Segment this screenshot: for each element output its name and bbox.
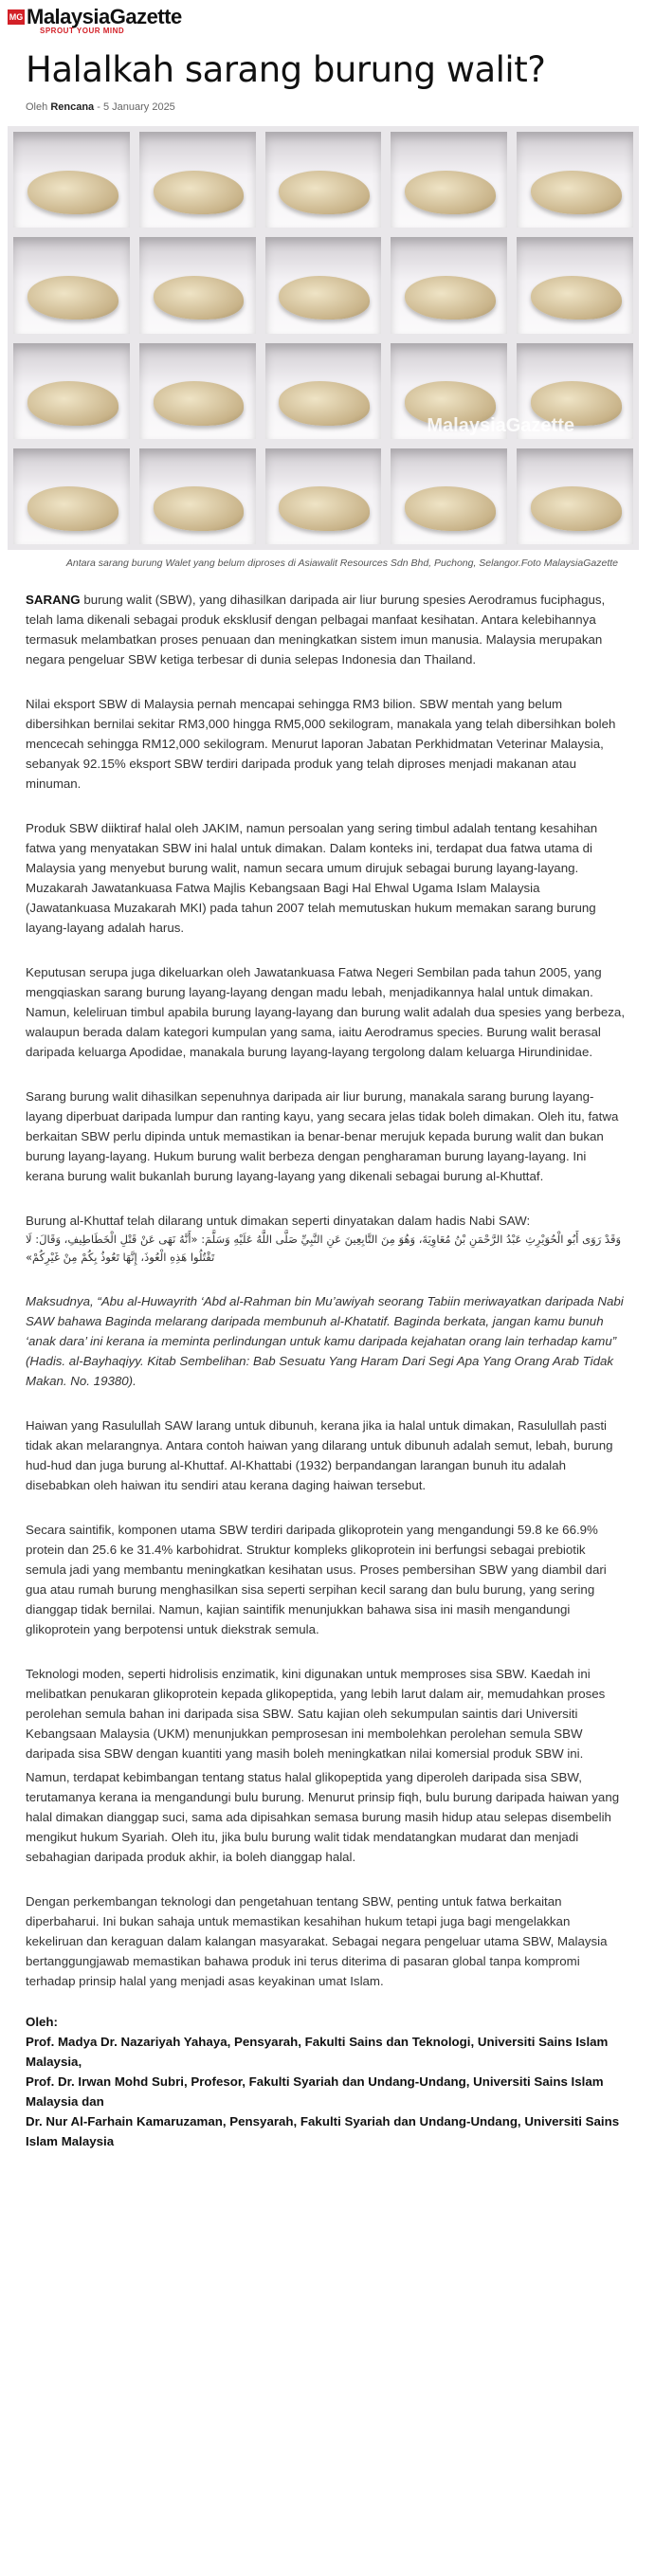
nest-shelf-illustration — [8, 126, 639, 550]
paragraph: SARANG burung walit (SBW), yang dihasilkan daripada air liur burung spesies Aerodramus fuciphagus, telah lama dikenali sebagai produk eksklusif dengan pelbagai manfaat kesihatan. Antara kelebihannya termasuk melambatkan proses penuaan dan meningkatkan sistem imun manusia. Malaysia merupakan negara pengeluar SBW ketiga terbesar di dunia selepas Indonesia dan Thailand. — [26, 593, 606, 667]
credits-heading: Oleh: — [26, 2015, 58, 2029]
article-body — [26, 590, 628, 2151]
logo-tagline: SPROUT YOUR MIND — [40, 27, 125, 35]
logo-text: MalaysiaGazette — [27, 5, 182, 28]
byline-prefix: Oleh — [26, 101, 48, 113]
author-link[interactable]: Rencana — [50, 101, 95, 113]
paragraph: Produk SBW diiktiraf halal oleh JAKIM, namun persoalan yang sering timbul adalah tentang kesahihan fatwa yang menyatakan SBW ini halal untuk dimakan. Dalam konteks ini, terdapat dua fatwa utama di Malaysia yang menyebut burung walit, namun secara umum dirujuk sebagai burung layang-layang. Muzakarah Jawatankuasa Fatwa Majlis Kebangsaan Bagi Hal Ehwal Ugama Islam Malaysia (Jawatankuasa Muzakarah MKI) pada tahun 2007 telah memutuskan hukum memakan sarang burung layang-layang adalah harus. — [26, 821, 598, 935]
site-logo[interactable] — [8, 7, 182, 35]
paragraph: Nilai eksport SBW di Malaysia pernah mencapai sehingga RM3 bilion. SBW mentah yang belum dibersihkan bernilai sekitar RM3,000 hingga RM5,000 sekilogram, manakala yang telah dibersihkan boleh mencecah sehingga RM12,000 sekilogram. Menurut laporan Jabatan Perkhidmatan Veterinar Malaysia, sebanyak 92.15% eksport SBW terdiri daripada produk yang telah diproses menjadi makanan atau minuman. — [26, 697, 616, 791]
paragraph: Dengan perkembangan teknologi dan pengetahuan tentang SBW, penting untuk fatwa berkaitan diperbaharui. Ini bukan sahaja untuk memastikan kesahihan hukum tetapi juga bagi mengelakkan kekeliruan dan keraguan dalam kalangan masyarakat. Sebagai negara pengeluar utama SBW, Malaysia bertanggungjawab memastikan bahawa produk ini terus diterima di pasaran global tanpa kompromi terhadap prinsip halal yang menjadi asas keyakinan umat Islam. — [26, 1894, 608, 1988]
byline — [26, 101, 655, 113]
author-credits — [26, 2012, 628, 2151]
article-title: Halalkah sarang burung walit? — [26, 49, 546, 90]
paragraph: Namun, terdapat kebimbangan tentang status halal glikopeptida yang diperoleh daripada sisa SBW, terutamanya kerana ia mengandungi bulu burung. Menurut prinsip fiqh, bulu burung daripada haiwan yang halal dimakan dianggap suci, sama ada dipisahkan semasa burung masih hidup atau selepas disembelih mengikut hukum Syariah. Oleh itu, jika bulu burung walit tidak mendatangkan mudarat dan menjadi sebahagian daripada produk akhir, ia boleh dianggap halal. — [26, 1770, 620, 1864]
quote-intro: Burung al-Khuttaf telah dilarang untuk dimakan seperti dinyatakan dalam hadis Nabi SAW: — [26, 1214, 531, 1228]
credit-line: Prof. Dr. Irwan Mohd Subri, Profesor, Fakulti Syariah dan Undang-Undang, Universiti Sains Islam Malaysia dan — [26, 2074, 604, 2109]
paragraph: Keputusan serupa juga dikeluarkan oleh Jawatankuasa Fatwa Negeri Sembilan pada tahun 2005, yang mengqiaskan sarang burung layang-layang dengan madu lebah, menjadikannya halal untuk dimakan. Namun, keleliruan timbul apabila burung layang-layang dan burung walit adalah dua spesies yang berbeza, walaupun berada dalam kategori kumpulan yang sama, iaitu Aerodramus species. Burung walit berasal daripada keluarga Apodidae, manakala burung layang-layang tergolong dalam keluarga Hirundinidae. — [26, 965, 626, 1059]
credit-line: Dr. Nur Al-Farhain Kamaruzaman, Pensyarah, Fakulti Syariah dan Undang-Undang, Universiti Sains Islam Malaysia — [26, 2114, 620, 2148]
byline-separator: - — [97, 101, 100, 113]
paragraph: Teknologi moden, seperti hidrolisis enzimatik, kini digunakan untuk memproses sisa SBW. Kaedah ini melibatkan penukaran glikoprotein kepada glikopeptida, yang lebih larut dalam air, memudahkan proses perolehan semula bahan ini daripada sisa SBW. Satu kajian oleh sekumpulan saintis dari Universiti Kebangsaan Malaysia (UKM) menunjukkan pemprosesan ini membolehkan perolehan semula SBW daripada sisa SBW dengan kuantiti yang masih boleh meningkatkan nilai komersial produk SBW ini. — [26, 1667, 606, 1761]
logo-mark: MG — [8, 9, 25, 25]
hadith-translation: Maksudnya, “Abu al-Huwayrith ‘Abd al-Rahman bin Mu’awiyah seorang Tabiin meriwayatkan daripada Nabi SAW bahawa Baginda melarang daripada membunuh al-Khatatif. Baginda berkata, jangan kamu bunuh ‘anak dara’ ini kerana ia meminta perlindungan untuk kamu daripada kejahatan orang lain terhadap kamu” (Hadis. al-Bayhaqiyy. Kitab Sembelihan: Bab Sesuatu Yang Haram Dari Segi Apa Yang Orang Arab Tidak Makan. No. 19380). — [26, 1294, 624, 1388]
featured-image — [8, 126, 639, 550]
image-caption: Antara sarang burung Walet yang belum diproses di Asiawalit Resources Sdn Bhd, Puchong, Selangor.Foto MalaysiaGazette — [65, 557, 618, 569]
paragraph: Secara saintifik, komponen utama SBW terdiri daripada glikoprotein yang mengandungi 59.8 ke 66.9% protein dan 25.6 ke 31.4% karbohidrat. Struktur kompleks glikoprotein ini berfungsi sebagai prebiotik semula jadi yang membantu meningkatkan kesihatan usus. Proses pembersihan SBW yang diambil dari gua atau rumah burung menghasilkan sisa seperti serpihan kecil sarang dan bulu burung, yang sering dianggap tidak bernilai. Namun, kajian saintifik menunjukkan bahawa sisa ini masih mengandungi glikoprotein yang berpotensi untuk diekstrak semula. — [26, 1523, 607, 1636]
credit-line: Prof. Madya Dr. Nazariyah Yahaya, Pensyarah, Fakulti Sains dan Teknologi, Universiti Sains Islam Malaysia, — [26, 2035, 609, 2069]
publish-date: 5 January 2025 — [102, 101, 175, 113]
arabic-hadith: وَقَدْ رَوَى أَبُو الْحُوَيْرِثِ عَبْدُ الرَّحْمَنِ بْنُ مُعَاوِيَةَ، وَهُوَ مِنَ التَّابِعِينَ عَنِ النَّبِيِّ صَلَّى اللَّهُ عَلَيْهِ وَسَلَّمَ: «أَنَّهُ نَهَى عَنْ قَتْلِ الْخَطَاطِيفِ، وَقَالَ: لَا تَقْتُلُوا هَذِهِ الْعُوذَ، إِنَّهَا تَعُوذُ بِكُمْ مِنْ غَيْرِكُمْ» — [26, 1233, 622, 1264]
image-watermark: MalaysiaGazette — [427, 415, 574, 436]
paragraph: Haiwan yang Rasulullah SAW larang untuk dibunuh, kerana jika ia halal untuk dimakan, Rasulullah pasti tidak akan melarangnya. Antara contoh haiwan yang dilarang untuk dibunuh adalah semut, lebah, burung hud-hud dan juga burung al-Khuttaf. Al-Khattabi (1932) berpandangan larangan bunuh itu adalah disebabkan oleh haiwan itu sendiri atau kerana daging haiwan tersebut. — [26, 1418, 613, 1492]
site-header — [0, 0, 655, 42]
paragraph: Sarang burung walit dihasilkan sepenuhnya daripada air liur burung, manakala sarang burung layang-layang diperbuat daripada lumpur dan ranting kayu, yang secara jelas tidak boleh dimakan. Oleh itu, fatwa berkaitan SBW perlu dipinda untuk memastikan ia benar-benar merujuk kepada burung walit dan bukan burung layang-layang. Hukum burung walit berbeza dengan pengharaman burung layang-layang. Ini kerana burung walit bukanlah burung layang-layang yang dikenali sebagai burung al-Khuttaf. — [26, 1089, 619, 1183]
lead-word: SARANG — [26, 593, 81, 607]
